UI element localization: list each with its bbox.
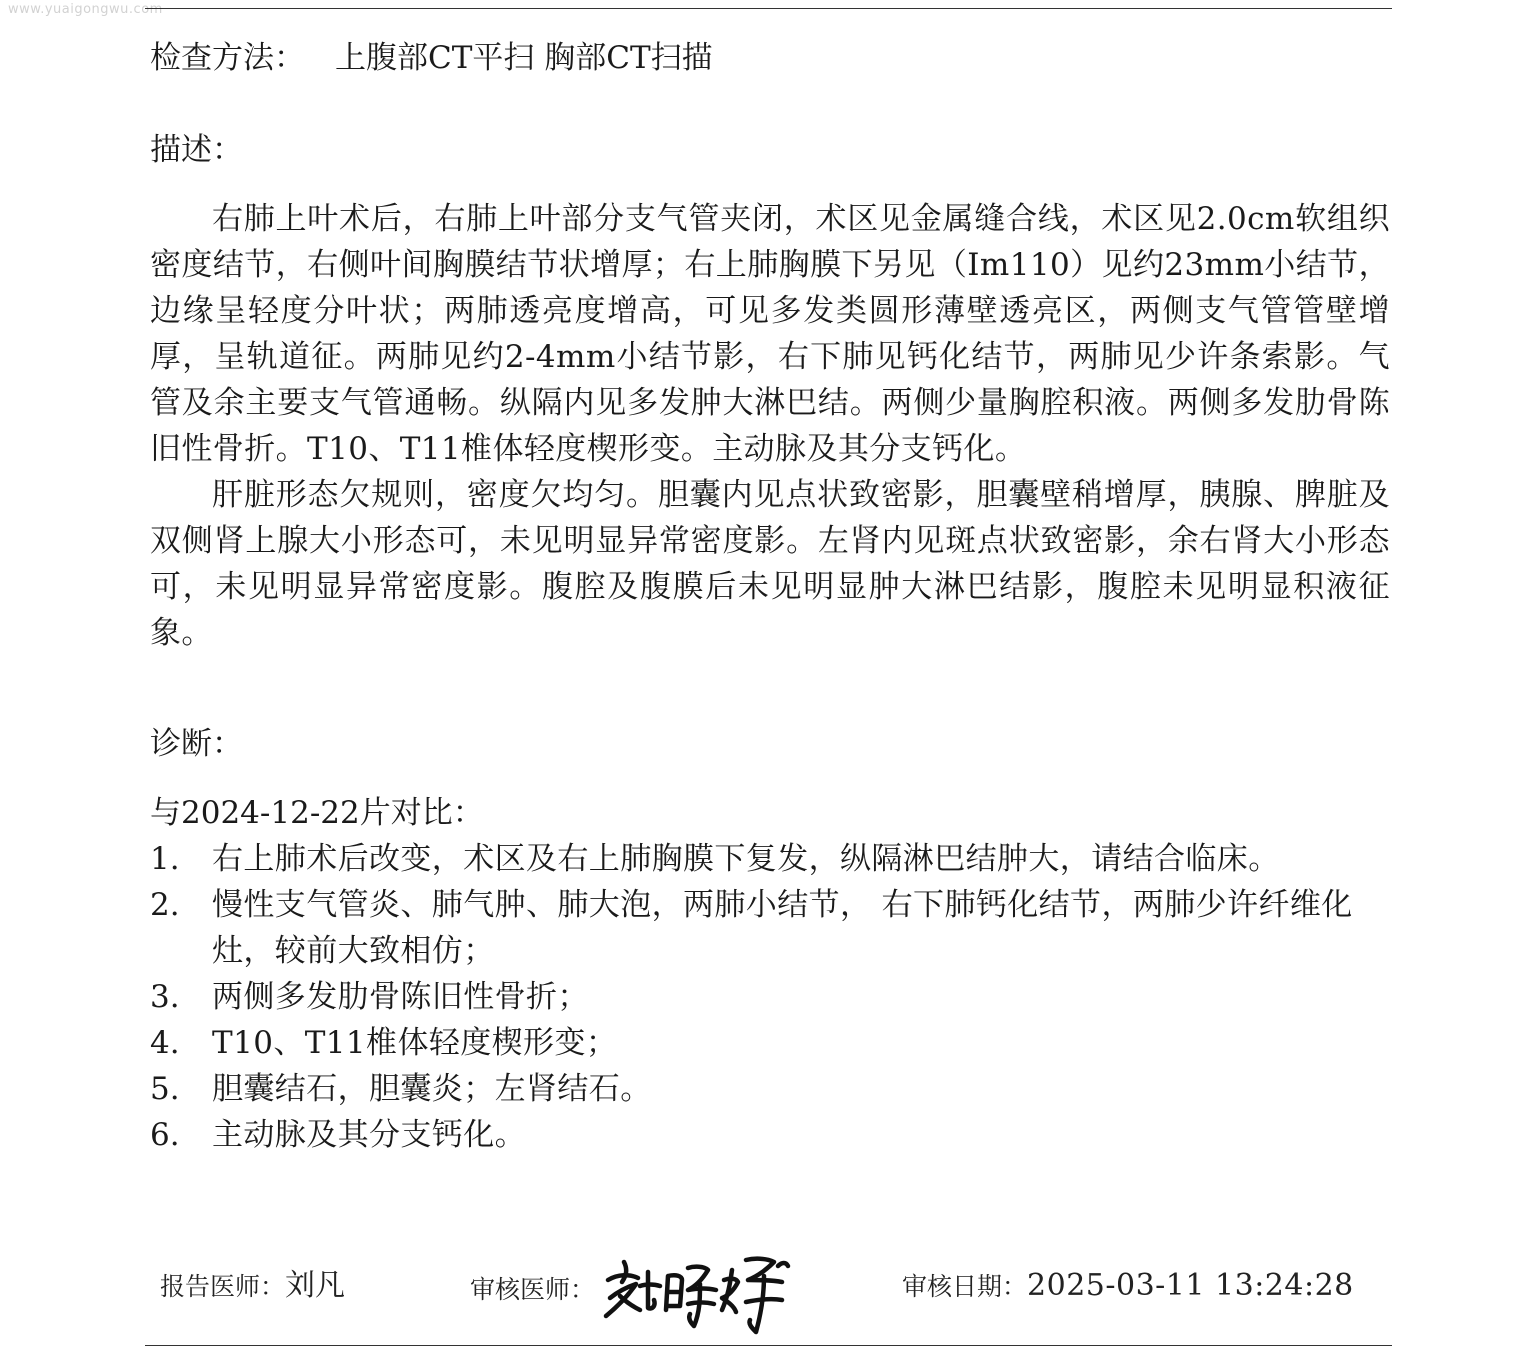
diagnosis-item-text: T10、T11椎体轻度楔形变；	[212, 1025, 618, 1061]
diagnosis-item	[150, 836, 1390, 882]
diagnosis-item	[150, 974, 1390, 1020]
diagnosis-item-number: 6.	[150, 1117, 180, 1153]
diagnosis-item-number: 5.	[150, 1071, 180, 1107]
diagnosis-item-text: 胆囊结石，胆囊炎；左肾结石。	[212, 1071, 652, 1107]
review-date-label: 审核日期：	[902, 1272, 1028, 1301]
watermark: www.yuaigongwu.com	[8, 2, 163, 17]
diagnosis-item-text: 右上肺术后改变，术区及右上肺胸膜下复发，纵隔淋巴结肿大，请结合临床。	[212, 841, 1280, 877]
diagnosis-item-text: 两侧多发肋骨陈旧性骨折；	[212, 979, 589, 1015]
exam-method	[150, 35, 1390, 81]
reviewer-label: 审核医师：	[470, 1275, 596, 1304]
reporter-name: 刘凡	[285, 1268, 346, 1303]
exam-method-value: 上腹部CT平扫 胸部CT扫描	[335, 40, 713, 76]
description-heading: 描述：	[150, 132, 243, 168]
bottom-divider	[145, 1345, 1392, 1346]
diagnosis-item-text: 主动脉及其分支钙化。	[212, 1117, 526, 1153]
diagnosis-item-number: 2.	[150, 887, 180, 923]
diagnosis-item	[150, 1112, 1390, 1158]
reporter-label: 报告医师：	[160, 1272, 286, 1301]
exam-method-label: 检查方法：	[150, 40, 305, 76]
diagnosis-item	[150, 1066, 1390, 1112]
diagnosis-heading: 诊断：	[150, 726, 243, 762]
diagnosis-body	[150, 790, 1390, 1158]
diagnosis-item	[150, 1020, 1390, 1066]
review-date	[902, 1268, 1354, 1303]
diagnosis-item	[150, 882, 1390, 974]
reviewer	[470, 1275, 595, 1305]
diagnosis-item-number: 4.	[150, 1025, 180, 1061]
description-body	[150, 196, 1390, 656]
description-paragraph-chest: 右肺上叶术后，右肺上叶部分支气管夹闭，术区见金属缝合线，术区见2.0cm软组织密度结节，右侧叶间胸膜结节状增厚；右上肺胸膜下另见（Im110）见约23mm小结节，边缘呈轻度分叶状；两肺透亮度增高，可见多发类圆形薄壁透亮区，两侧支气管管壁增厚，呈轨道征。两肺见约2-4mm小结节影，右下肺见钙化结节，两肺见少许条索影。气管及余主要支气管通畅。纵隔内见多发肿大淋巴结。两侧少量胸腔积液。两侧多发肋骨陈旧性骨折。T10、T11椎体轻度楔形变。主动脉及其分支钙化。	[150, 201, 1390, 467]
diagnosis-intro: 与2024-12-22片对比：	[150, 795, 484, 831]
diagnosis-item-number: 1.	[150, 841, 180, 877]
top-divider	[145, 8, 1392, 9]
reporter	[160, 1268, 346, 1303]
description-paragraph-abdomen: 肝脏形态欠规则，密度欠均匀。胆囊内见点状致密影，胆囊壁稍增厚，胰腺、脾脏及双侧肾上腺大小形态可，未见明显异常密度影。左肾内见斑点状致密影，余右肾大小形态可，未见明显异常密度影。腹腔及腹膜后未见明显肿大淋巴结影，腹腔未见明显积液征象。	[150, 477, 1390, 651]
reviewer-signature	[596, 1240, 811, 1340]
diagnosis-item-number: 3.	[150, 979, 180, 1015]
diagnosis-item-text: 慢性支气管炎、肺气肿、肺大泡，两肺小结节， 右下肺钙化结节，两肺少许纤维化灶，较前大致相仿；	[212, 887, 1353, 969]
review-date-value: 2025-03-11 13:24:28	[1027, 1268, 1354, 1303]
